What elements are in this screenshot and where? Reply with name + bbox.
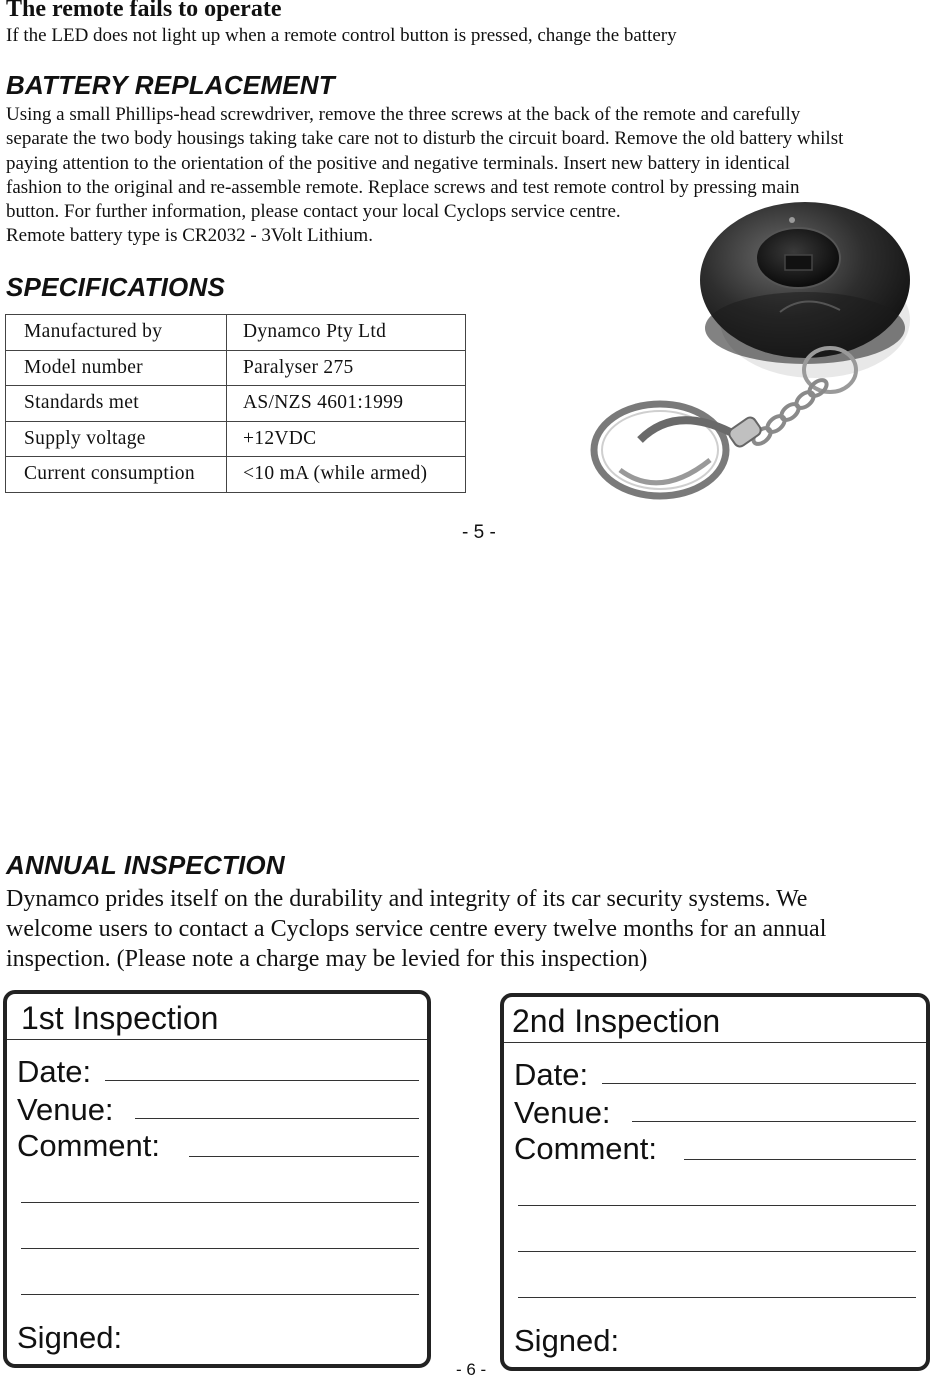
spec-label: Model number — [6, 350, 227, 386]
table-row — [6, 315, 466, 351]
annual-line: welcome users to contact a Cyclops service centre every twelve months for an annual — [6, 916, 827, 942]
comment-field[interactable] — [518, 1205, 916, 1206]
remote-fail-heading: The remote fails to operate — [6, 0, 282, 22]
page-number-bottom: - 6 - — [456, 1360, 487, 1379]
date-field[interactable] — [602, 1083, 916, 1084]
table-row — [6, 457, 466, 493]
table-row — [6, 386, 466, 422]
battery-line: paying attention to the orientation of the positive and negative terminals. Insert new battery in identical — [6, 152, 791, 174]
spec-value: AS/NZS 4601:1999 — [227, 386, 466, 422]
comment-field[interactable] — [518, 1251, 916, 1252]
signed-label: Signed: — [17, 1320, 123, 1355]
spec-value: +12VDC — [227, 421, 466, 457]
battery-line: separate the two body housings taking take care not to disturb the circuit board. Remove the old battery whilst — [6, 128, 844, 150]
title-divider — [504, 1042, 926, 1043]
inspection-card-2 — [500, 993, 930, 1371]
battery-heading: BATTERY REPLACEMENT — [6, 70, 335, 100]
spec-label: Standards met — [6, 386, 227, 422]
comment-field[interactable] — [21, 1202, 419, 1203]
battery-line: fashion to the original and re-assemble remote. Replace screws and test remote control by pressing main — [6, 176, 800, 198]
page-number-top: - 5 - — [462, 522, 496, 543]
date-field[interactable] — [105, 1080, 419, 1081]
annual-paragraph — [6, 884, 946, 974]
venue-label: Venue: — [514, 1095, 611, 1130]
inspection-card-1 — [3, 990, 431, 1368]
comment-field[interactable] — [518, 1297, 916, 1298]
venue-field[interactable] — [135, 1118, 419, 1119]
venue-field[interactable] — [632, 1121, 916, 1122]
date-label: Date: — [17, 1054, 92, 1089]
spec-label: Supply voltage — [6, 421, 227, 457]
comment-label: Comment: — [17, 1128, 160, 1163]
spec-label: Current consumption — [6, 457, 227, 493]
battery-line: button. For further information, please contact your local Cyclops service centre. — [6, 201, 621, 223]
spec-value: <10 mA (while armed) — [227, 457, 466, 493]
annual-line: Dynamco prides itself on the durability and integrity of its car security systems. We — [6, 886, 808, 912]
signed-label: Signed: — [514, 1323, 620, 1358]
comment-field[interactable] — [21, 1294, 419, 1295]
inspection-title: 2nd Inspection — [512, 1003, 721, 1039]
comment-field[interactable] — [21, 1248, 419, 1249]
date-label: Date: — [514, 1057, 589, 1092]
battery-line: Using a small Phillips-head screwdriver, remove the three screws at the back of the remote and carefully — [6, 104, 801, 125]
annual-line: inspection. (Please note a charge may be levied for this inspection) — [6, 946, 648, 972]
annual-heading: ANNUAL INSPECTION — [6, 850, 285, 880]
comment-field[interactable] — [189, 1156, 419, 1157]
spec-value: Dynamco Pty Ltd — [227, 315, 466, 351]
remote-keyfob-illustration — [580, 200, 920, 520]
comment-label: Comment: — [514, 1131, 657, 1166]
comment-field[interactable] — [684, 1159, 916, 1160]
spec-value: Paralyser 275 — [227, 350, 466, 386]
specs-table — [5, 314, 466, 493]
spec-label: Manufactured by — [6, 315, 227, 351]
table-row — [6, 421, 466, 457]
table-row — [6, 350, 466, 386]
remote-fail-text: If the LED does not light up when a remote control button is pressed, change the battery — [6, 25, 677, 46]
title-divider — [7, 1039, 427, 1040]
led-dot — [789, 217, 795, 223]
specs-heading: SPECIFICATIONS — [6, 272, 226, 302]
inspection-title: 1st Inspection — [21, 1000, 219, 1036]
battery-line: Remote battery type is CR2032 - 3Volt Lithium. — [6, 225, 373, 247]
venue-label: Venue: — [17, 1092, 114, 1127]
